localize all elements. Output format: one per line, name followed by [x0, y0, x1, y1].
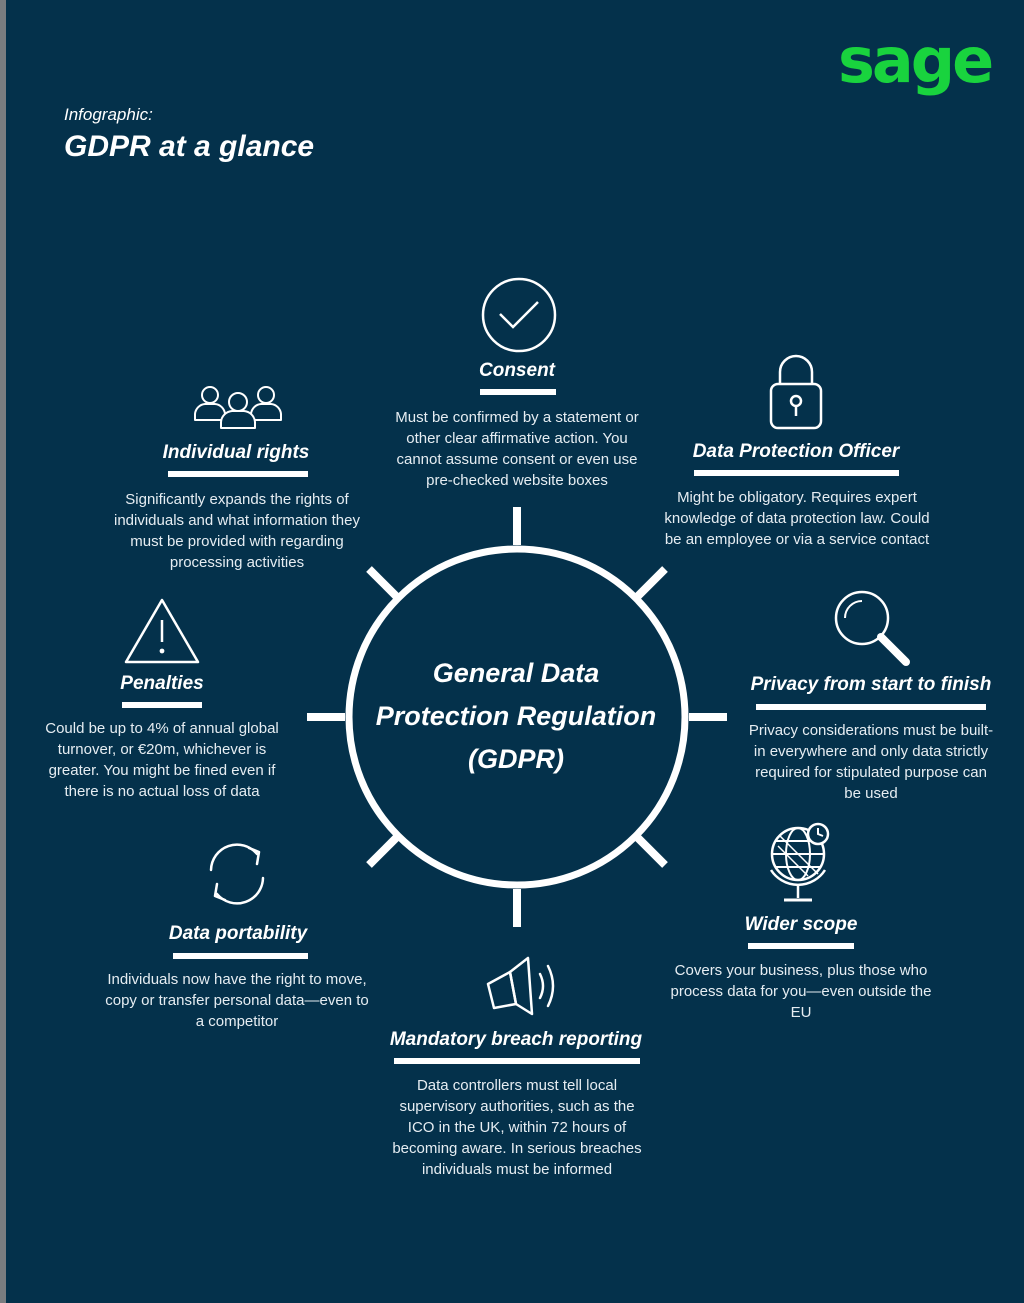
infographic-page [6, 0, 1024, 1303]
center-title-line1: General Data [432, 658, 600, 688]
privacy-underline [756, 704, 986, 710]
dpo-underline [694, 470, 899, 476]
consent-underline [480, 389, 556, 395]
breach-title: Mandatory breach reporting [389, 1029, 643, 1050]
center-title-line3: (GDPR) [468, 744, 564, 774]
people-group-icon [192, 382, 284, 430]
breach-underline [394, 1058, 640, 1064]
penalties-title: Penalties [120, 673, 204, 694]
portability-underline [173, 953, 308, 959]
privacy-title: Privacy from start to finish [750, 674, 992, 695]
privacy-description: Privacy considerations must be built-in everywhere and only data strictly required for stipulated purpose can be used [748, 722, 994, 802]
consent-description: Must be confirmed by a statement or other clear affirmative action. You cannot assume consent or even use pre-checked website boxes [395, 409, 639, 489]
warning-triangle-icon [122, 596, 202, 666]
scope-description: Covers your business, plus those who process data for you—even outside the EU [670, 962, 932, 1021]
kicker-label: Infographic: [64, 105, 153, 124]
breach-description: Data controllers must tell local supervisory authorities, such as the ICO in the UK, within 72 hours of becoming aware. In serious breaches individuals must be informed [392, 1077, 642, 1178]
dpo-title: Data Protection Officer [692, 441, 900, 462]
rights-description: Significantly expands the rights of individuals and what information they must be provided with regarding processing activities [114, 491, 360, 571]
portability-title: Data portability [168, 923, 308, 944]
portability-description: Individuals now have the right to move, copy or transfer personal data—even to a competitor [105, 971, 369, 1030]
rights-underline [168, 471, 308, 477]
rights-title: Individual rights [162, 442, 310, 463]
checkmark-circle-icon [480, 276, 558, 354]
scope-title: Wider scope [744, 914, 858, 935]
scope-underline [748, 943, 854, 949]
center-title-line2: Protection Regulation [375, 701, 657, 731]
penalties-underline [122, 702, 202, 708]
penalties-description: Could be up to 4% of annual global turnover, or €20m, whichever is greater. You might be fined even if there is no actual loss of data [45, 720, 279, 800]
sage-logo: sage [838, 24, 992, 97]
consent-title: Consent [479, 360, 555, 381]
page-title: GDPR at a glance [64, 130, 315, 163]
padlock-icon [766, 350, 826, 432]
magnifier-icon [832, 588, 912, 668]
refresh-arrows-icon [199, 834, 275, 914]
dpo-description: Might be obligatory. Requires expert knowledge of data protection law. Could be an employee or via a service contact [664, 489, 930, 548]
center-title [366, 652, 666, 781]
megaphone-icon [482, 954, 558, 1020]
globe-icon [766, 822, 840, 908]
